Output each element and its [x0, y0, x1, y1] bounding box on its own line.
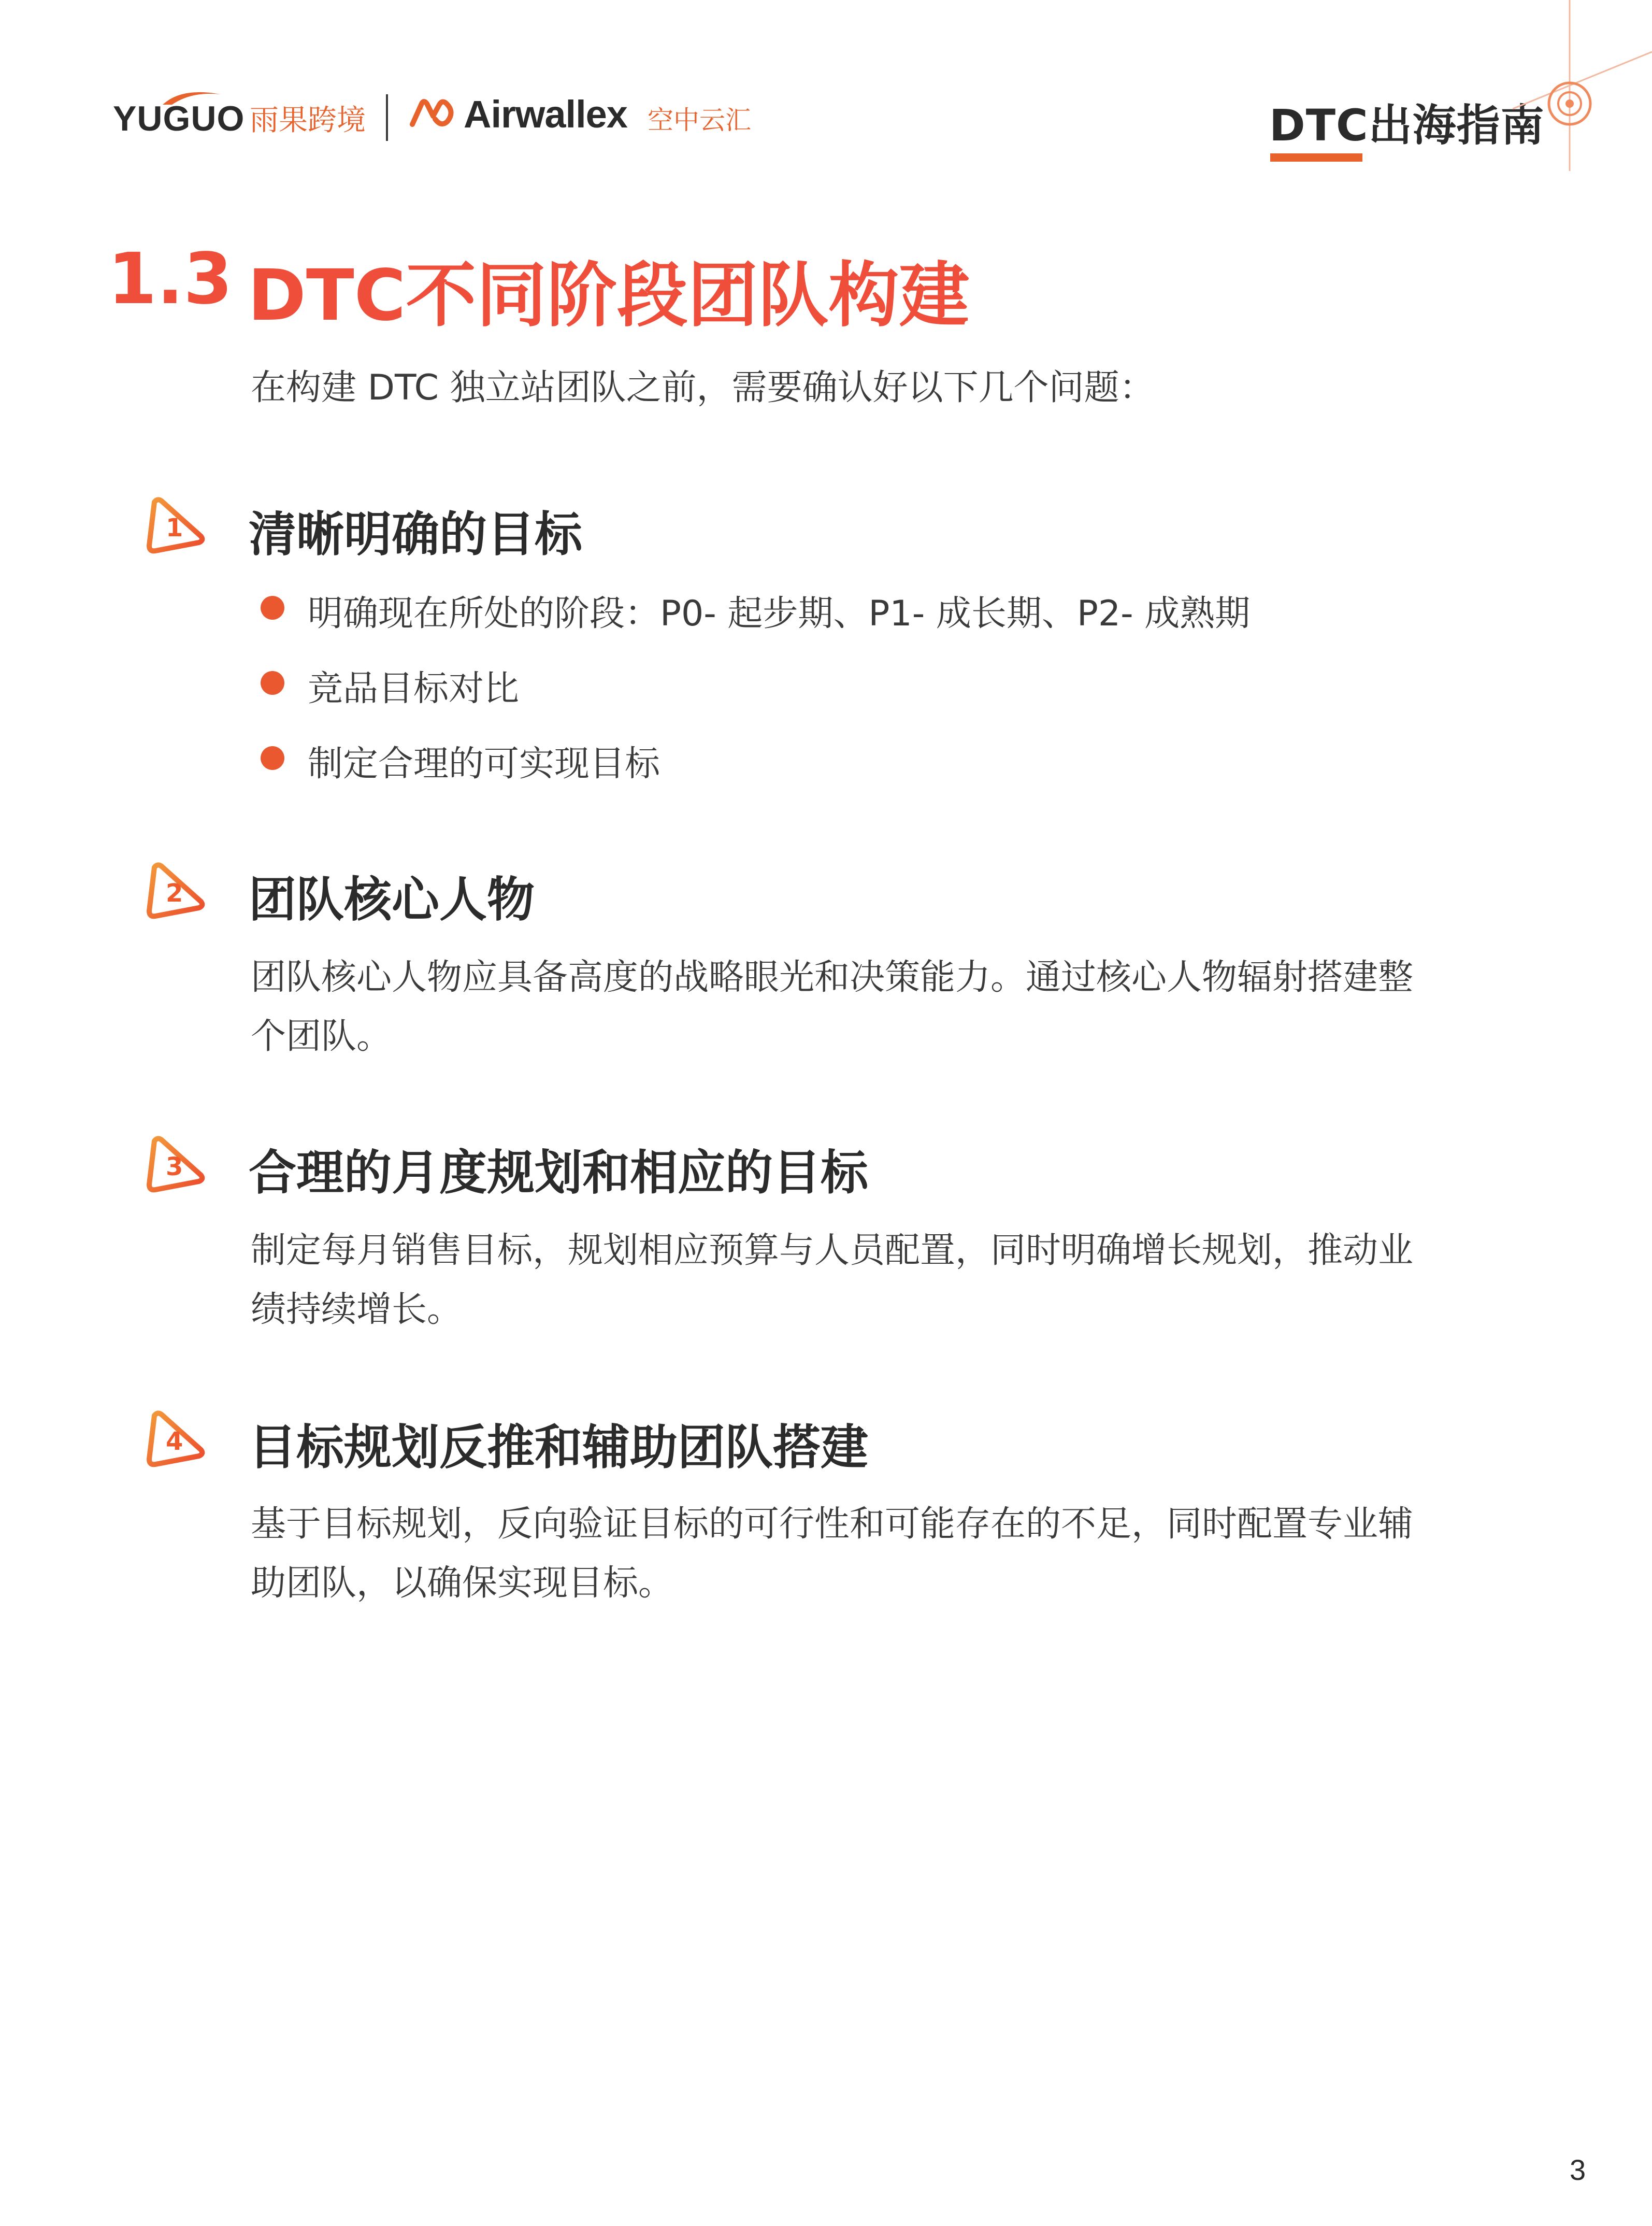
- item-heading-3: 合理的月度规划和相应的目标: [249, 1145, 869, 1201]
- number-badge-4: [140, 1408, 207, 1471]
- section-intro: 在构建 DTC 独立站团队之前，需要确认好以下几个问题：: [251, 367, 1155, 408]
- airwallex-wordmark: Airwallex: [464, 93, 627, 136]
- item-body-3: [251, 1221, 1556, 1339]
- yuguo-wordmark: YUGUO: [113, 99, 245, 138]
- bullet-dot: [261, 596, 284, 620]
- bullet-text: 明确现在所处的阶段：P0- 起步期、P1- 成长期、P2- 成熟期: [308, 593, 1251, 634]
- section-number: 1.3: [108, 238, 233, 320]
- item-body-2: [251, 948, 1556, 1066]
- bullet-text: 竞品目标对比: [308, 668, 520, 709]
- badge-number: 1: [166, 513, 183, 543]
- body-line: 团队核心人物应具备高度的战略眼光和决策能力。通过核心人物辐射搭建整: [251, 957, 1414, 998]
- header-divider: [386, 94, 388, 141]
- section-title: DTC不同阶段团队构建: [248, 255, 970, 337]
- badge-number: 2: [166, 879, 183, 908]
- item-body-4: [251, 1495, 1556, 1613]
- number-badge-2: [140, 860, 207, 922]
- bullet-dot: [261, 746, 284, 770]
- number-badge-3: [140, 1134, 207, 1196]
- number-badge-1: [140, 495, 207, 557]
- yuguo-logo: [113, 87, 249, 138]
- page-number: 3: [1570, 2153, 1586, 2186]
- badge-number: 3: [166, 1152, 183, 1181]
- body-line: 个团队。: [251, 1016, 392, 1057]
- body-line: 助团队，以确保实现目标。: [251, 1563, 674, 1604]
- airwallex-chinese-name: 空中云汇: [648, 105, 751, 135]
- badge-number: 4: [166, 1427, 183, 1456]
- airwallex-icon: [409, 98, 457, 130]
- yuguo-chinese-name: 雨果跨境: [250, 104, 366, 137]
- body-line: 制定每月销售目标，规划相应预算与人员配置，同时明确增长规划，推动业: [251, 1230, 1414, 1271]
- bullet-text: 制定合理的可实现目标: [308, 744, 660, 784]
- body-line: 基于目标规划，反向验证目标的可行性和可能存在的不足，同时配置专业辅: [251, 1504, 1414, 1545]
- body-line: 绩持续增长。: [251, 1289, 463, 1330]
- item-heading-4: 目标规划反推和辅助团队搭建: [249, 1420, 869, 1475]
- target-deco-icon: [1513, 0, 1652, 171]
- item-heading-1: 清晰明确的目标: [249, 507, 583, 562]
- item-heading-2: 团队核心人物: [249, 872, 535, 928]
- bullet-dot: [261, 671, 284, 695]
- guide-title-underline: [1270, 153, 1362, 162]
- guide-title: DTC出海指南: [1269, 100, 1545, 151]
